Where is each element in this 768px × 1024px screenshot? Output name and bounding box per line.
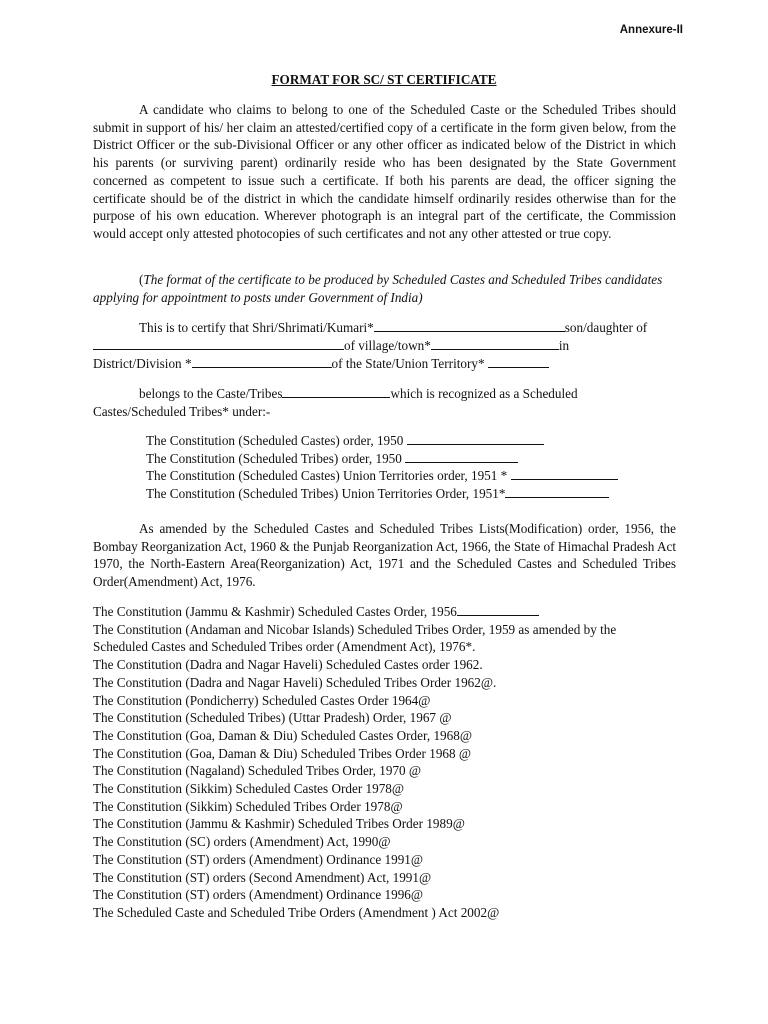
annexure-label: Annexure-II (619, 24, 683, 36)
intro-paragraph: A candidate who claims to belong to one of the Scheduled Caste or the Scheduled Tribes should submit in support of his/ her claim an attested/certified copy of a certificate in the form given below, from the District Officer or the sub-Divisional Officer or any other officer as indicated below of the District in which his parents (or surviving parent) ordinarily reside who has been designated by the State Government concerned as competent to issue such a certificate. If both his parents are dead, the officer signing the certificate should be of the district in which the candidate himself ordinarily resides otherwise than for the purpose of his own education. Wherever photograph is an integral part of the certificate, the Commission would accept only attested photocopies of such certificates and not any other attested or true copy. (93, 102, 676, 241)
format-note (93, 271, 676, 306)
list-item: The Constitution (Sikkim) Scheduled Castes Order 1978@ (93, 781, 405, 797)
list-item: The Constitution (Andaman and Nicobar Islands) Scheduled Tribes Order, 1959 as amended by the (93, 621, 617, 637)
list-item: The Constitution (Dadra and Nagar Haveli) Scheduled Castes order 1962. (93, 657, 483, 673)
name-blank (374, 319, 565, 332)
list-item: The Constitution (Scheduled Tribes) (Uttar Pradesh) Order, 1967 @ (93, 710, 452, 726)
order-item: The Constitution (Scheduled Castes) order, 1950 (146, 432, 618, 450)
parent-name-blank (93, 337, 344, 350)
certify-state: of the State/Union Territory* (331, 356, 485, 371)
certify-line-2 (93, 337, 569, 355)
belongs-prefix: belongs to the Caste/Tribes (139, 386, 283, 401)
list-item: The Constitution (Pondicherry) Scheduled Castes Order 1964@ (93, 692, 431, 708)
certify-prefix: This is to certify that Shri/Shrimati/Kumari* (139, 320, 374, 335)
belongs-line-1 (139, 385, 578, 403)
list-item: The Constitution (Nagaland) Scheduled Tribes Order, 1970 @ (93, 763, 422, 779)
format-note-text: The format of the certificate to be produced by Scheduled Castes and Scheduled Tribes candidates applying for appointment to posts under Government of India) (93, 272, 663, 305)
state-blank (488, 355, 549, 368)
list-item: The Constitution (Jammu & Kashmir) Scheduled Tribes Order 1989@ (93, 816, 465, 832)
certify-line-3 (93, 355, 549, 373)
list-item: The Constitution (Goa, Daman & Diu) Scheduled Castes Order, 1968@ (93, 727, 472, 743)
certify-village-town: of village/town* (344, 338, 431, 353)
list-item: The Constitution (Goa, Daman & Diu) Scheduled Tribes Order 1968 @ (93, 745, 472, 761)
constitution-list (93, 603, 693, 922)
order-item: The Constitution (Scheduled Tribes) Union Territories Order, 1951* (146, 485, 618, 503)
list-item: Scheduled Castes and Scheduled Tribes order (Amendment Act), 1976*. (93, 639, 476, 655)
village-blank (431, 337, 559, 350)
list-item: The Constitution (SC) orders (Amendment) Act, 1990@ (93, 834, 391, 850)
orders-list (146, 432, 618, 503)
amended-paragraph: As amended by the Scheduled Castes and Scheduled Tribes Lists(Modification) order, 1956, the Bombay Reorganization Act, 1960 & the Punjab Reorganization Act, 1966, the State of Himachal Pradesh Act 1970, the North-Eastern Area(Reorganization) Act, 1971 and the Scheduled Castes and Scheduled Tribes Order(Amendment) Act, 1976. (93, 521, 676, 590)
list-item: The Scheduled Caste and Scheduled Tribe Orders (Amendment ) Act 2002@ (93, 904, 500, 920)
district-blank (192, 355, 332, 368)
certify-line-1 (139, 319, 647, 337)
certify-in: in (558, 338, 570, 353)
format-note-open-paren: ( (139, 272, 144, 287)
list-item: The Constitution (Dadra and Nagar Haveli) Scheduled Tribes Order 1962@. (93, 674, 497, 690)
list-item: The Constitution (ST) orders (Amendment) Ordinance 1991@ (93, 851, 424, 867)
certify-son-daughter: son/daughter of (564, 320, 648, 335)
order-item: The Constitution (Scheduled Tribes) order, 1950 (146, 450, 618, 468)
belongs-line-2: Castes/Scheduled Tribes* under:- (93, 404, 271, 419)
caste-blank (282, 385, 390, 398)
list-item: The Constitution (Sikkim) Scheduled Tribes Order 1978@ (93, 798, 403, 814)
certify-district: District/Division * (93, 356, 192, 371)
list-item: The Constitution (Jammu & Kashmir) Scheduled Castes Order, 1956 (93, 603, 693, 621)
belongs-suffix: which is recognized as a Scheduled (390, 386, 578, 401)
list-item: The Constitution (ST) orders (Amendment) Ordinance 1996@ (93, 887, 424, 903)
list-item: The Constitution (ST) orders (Second Amendment) Act, 1991@ (93, 869, 432, 885)
document-title: FORMAT FOR SC/ ST CERTIFICATE (271, 72, 497, 87)
order-item: The Constitution (Scheduled Castes) Union Territories order, 1951 * (146, 467, 618, 485)
